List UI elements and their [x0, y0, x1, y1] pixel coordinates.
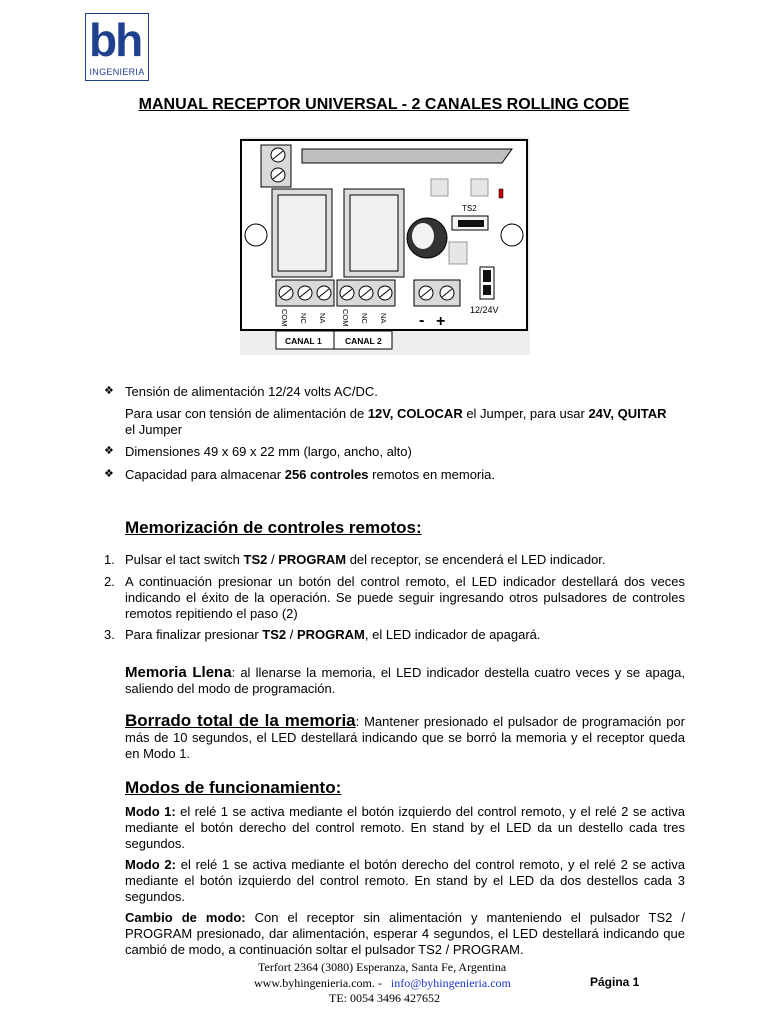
- term-label-com-1: COM: [280, 309, 289, 327]
- canal1-label: CANAL 1: [285, 336, 322, 346]
- term-label-nc-2: NC: [360, 313, 369, 324]
- jumper-note: Para usar con tensión de alimentación de 12V, COLOCAR el Jumper, para usar 24V, QUITAR el Jumper: [125, 406, 667, 437]
- mount-hole-left: [245, 224, 267, 246]
- section-heading-memorizacion: Memorización de controles remotos:: [125, 518, 422, 537]
- step-2: A continuación presionar un botón del control remoto, el LED indicador destellará dos veces indicando el éxito de la operación. Se puede seguir ingresando otros pulsadores de controles remotos repitiendo el paso (2): [125, 574, 685, 621]
- bullet-icon: ❖: [104, 468, 114, 480]
- section-heading-modos: Modos de funcionamiento:: [125, 778, 342, 797]
- bullet-icon: ❖: [104, 445, 114, 457]
- spec-voltage: Tensión de alimentación 12/24 volts AC/DC.: [125, 384, 378, 399]
- footer-web-line: [254, 976, 511, 990]
- canal2-label: CANAL 2: [345, 336, 382, 346]
- step-number: 2.: [104, 574, 115, 589]
- step-1: Pulsar el tact switch TS2 / PROGRAM del receptor, se encenderá el LED indicador.: [125, 552, 606, 567]
- memoria-llena-paragraph: Memoria Llena: al llenarse la memoria, el LED indicador destella cuatro veces y se apaga, saliendo del modo de programación.: [125, 664, 685, 696]
- receiver-board-diagram: [240, 137, 530, 355]
- cambio-modo-paragraph: Cambio de modo: Con el receptor sin alimentación y manteniendo el pulsador TS2 / PROGRAM presionado, dar alimentación, esperar 4 segundos, el LED destellará indicando que cambió de modo, a continuación soltar el pulsador TS2 / PROGRAM.: [125, 910, 685, 957]
- company-logo: [85, 13, 149, 81]
- voltage-label: 12/24V: [470, 305, 499, 315]
- logo-mark: bh: [89, 14, 142, 66]
- step-number: 1.: [104, 552, 115, 567]
- page-number: Página 1: [590, 975, 640, 989]
- step-number: 3.: [104, 627, 115, 642]
- footer-email-link[interactable]: info@byhingenieria.com: [390, 976, 511, 990]
- capacitor: [407, 218, 447, 258]
- footer-address: Terfort 2364 (3080) Esperanza, Santa Fe, Argentina: [258, 960, 507, 974]
- term-label-na-1: NA: [318, 313, 327, 324]
- spec-capacity: Capacidad para almacenar 256 controles remotos en memoria.: [125, 467, 495, 482]
- minus-label: -: [419, 312, 425, 329]
- terminal-block-canal1: [276, 280, 334, 306]
- top-terminal-block: [261, 145, 291, 187]
- plus-label: +: [436, 313, 446, 330]
- step-3: Para finalizar presionar TS2 / PROGRAM, el LED indicador de apagará.: [125, 627, 541, 642]
- modo-1-paragraph: Modo 1: el relé 1 se activa mediante el botón izquierdo del control remoto, y el relé 2 se activa mediante el botón derecho del control remoto. En stand by el LED da un destello cada tres segundos.: [125, 804, 685, 851]
- term-label-com-2: COM: [341, 309, 350, 327]
- footer-phone: TE: 0054 3496 427652: [329, 991, 440, 1005]
- page-title: MANUAL RECEPTOR UNIVERSAL - 2 CANALES ROLLING CODE: [138, 96, 630, 113]
- bullet-icon: ❖: [104, 385, 114, 397]
- borrado-paragraph: Borrado total de la memoria: Mantener presionado el pulsador de programación por más de 10 segundos, el LED destellará indicando que se borró la memoria y el receptor queda en Modo 1.: [125, 711, 685, 761]
- mount-hole-right: [501, 224, 523, 246]
- ts2-label: TS2: [462, 204, 477, 213]
- term-label-na-2: NA: [379, 313, 388, 324]
- term-label-nc-1: NC: [299, 313, 308, 324]
- footer-website-link[interactable]: www.byhingenieria.com. -: [254, 976, 382, 990]
- logo-subtitle: INGENIERIA: [89, 67, 145, 77]
- spec-dimensions: Dimensiones 49 x 69 x 22 mm (largo, ancho, alto): [125, 444, 412, 459]
- relay-1: [272, 189, 332, 277]
- jumper: [480, 267, 494, 299]
- modo-2-paragraph: Modo 2: el relé 1 se activa mediante el botón derecho del control remoto, y el relé 2 se activa mediante el botón izquierdo del control remoto. En stand by el LED da dos destellos cada 3 segundos.: [125, 857, 685, 904]
- terminal-block-power: [414, 280, 460, 306]
- led-indicator: [499, 189, 503, 198]
- terminal-block-canal2: [337, 280, 395, 306]
- relay-2: [344, 189, 404, 277]
